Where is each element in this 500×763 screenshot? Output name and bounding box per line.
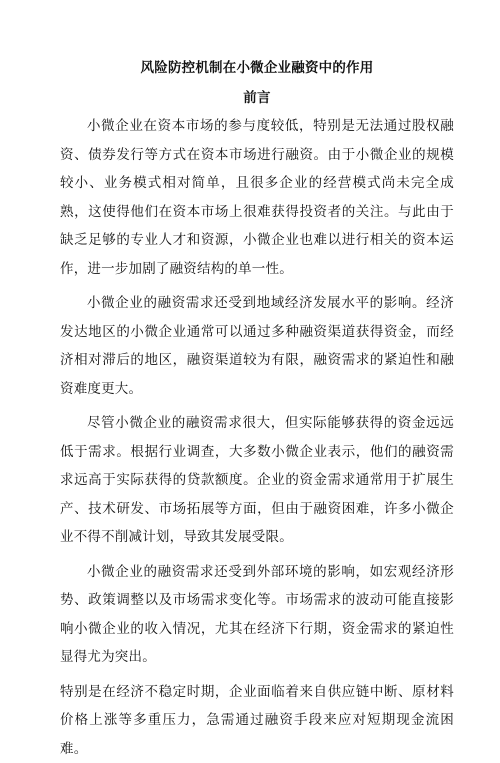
document-title: 风险防控机制在小微企业融资中的作用 [60, 58, 454, 78]
paragraph: 小微企业的融资需求还受到地域经济发展水平的影响。经济发达地区的小微企业通常可以通过多种融资渠道获得资金，而经济相对滞后的地区，融资渠道较为有限，融资需求的紧迫性和融资难度更大。 [60, 289, 454, 403]
paragraph: 尽管小微企业的融资需求很大，但实际能够获得的资金远远低于需求。根据行业调查，大多数小微企业表示，他们的融资需求远高于实际获得的贷款额度。企业的资金需求通常用于扩展生产、技术研发、市场拓展等方面，但由于融资困难，许多小微企业不得不削减计划，导致其发展受限。 [60, 409, 454, 552]
paragraph: 特别是在经济不稳定时期，企业面临着来自供应链中断、原材料价格上涨等多重压力，急需通过融资手段来应对短期现金流困难。 [60, 678, 454, 763]
paragraph: 小微企业的融资需求还受到外部环境的影响，如宏观经济形势、政策调整以及市场需求变化等。市场需求的波动可能直接影响小微企业的收入情况，尤其在经济下行期，资金需求的紧迫性显得尤为突出。 [60, 558, 454, 672]
section-heading: 前言 [60, 88, 454, 108]
paragraph: 小微企业在资本市场的参与度较低，特别是无法通过股权融资、债券发行等方式在资本市场进行融资。由于小微企业的规模较小、业务模式相对简单，且很多企业的经营模式尚未完全成熟，这使得他们在资本市场上很难获得投资者的关注。与此由于缺乏足够的专业人才和资源，小微企业也难以进行相关的资本运作，进一步加剧了融资结构的单一性。 [60, 112, 454, 283]
